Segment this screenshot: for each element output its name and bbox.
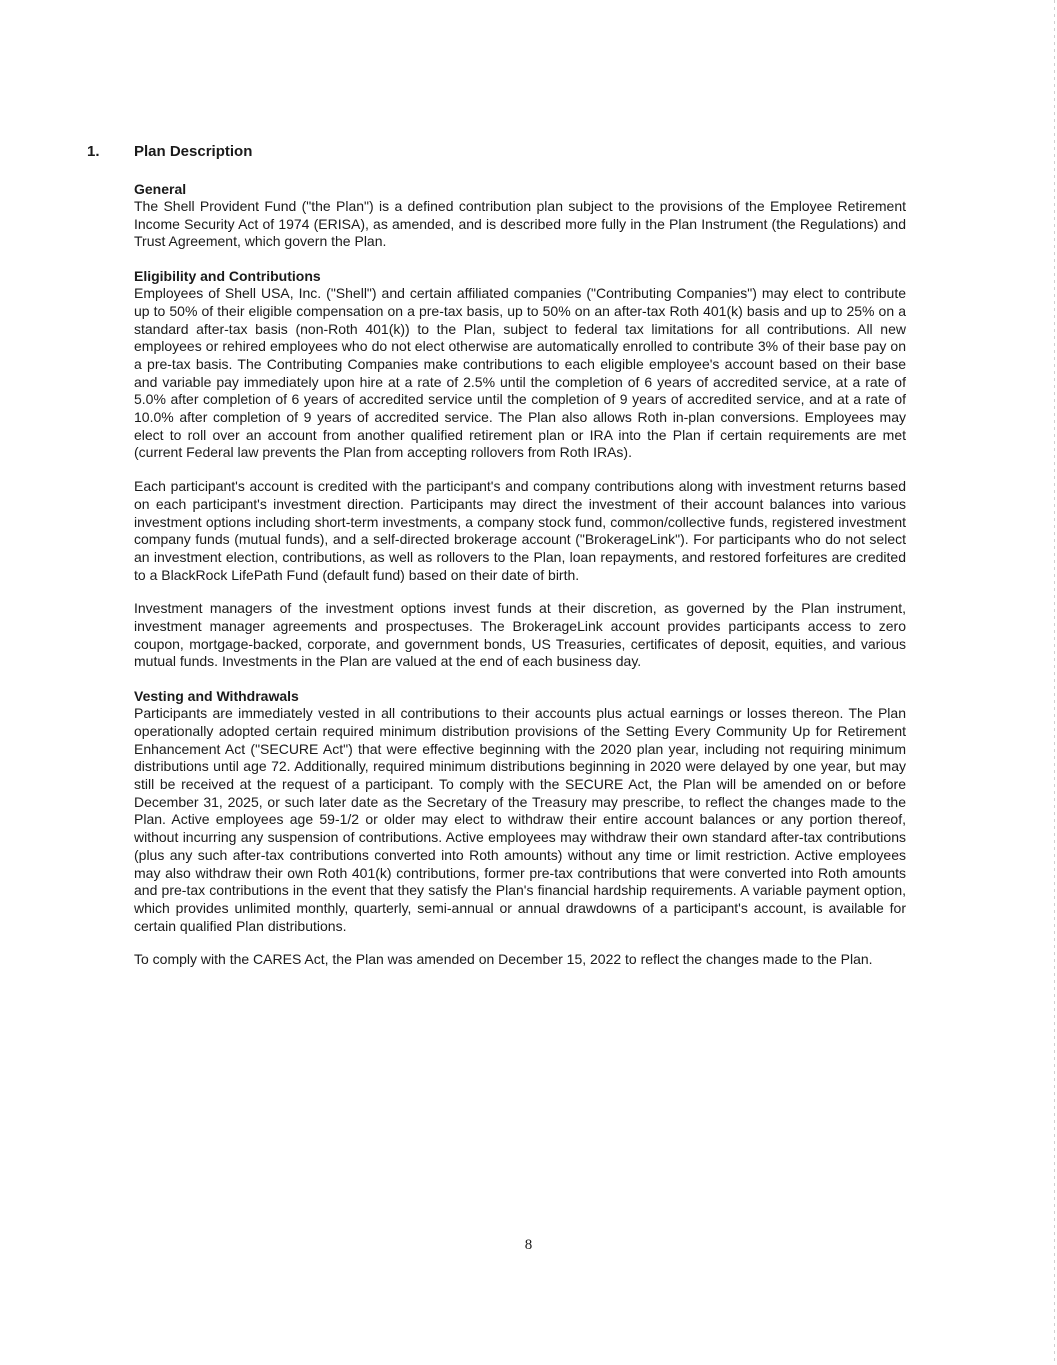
general-heading: General — [134, 181, 187, 197]
section-heading — [87, 143, 252, 161]
page-number: 8 — [524, 1237, 533, 1253]
eligibility-paragraph: Employees of Shell USA, Inc. ("Shell") and certain affiliated companies ("Contributing Companies") may elect to contribute up to 50% of their eligible compensation on a pre-tax basis, up to 50% on an after-tax Roth 401(k) basis and up to 25% on a standard after-tax basis (non-Roth 401(k)) to the Plan, subject to federal tax limitations for all contributions. All new employees or rehired employees who do not elect otherwise are automatically enrolled to contribute 3% of their base pay on a pre-tax basis. The Contributing Companies make contributions to each eligible employee's account based on their base and variable pay immediately upon hire at a rate of 2.5% until the completion of 6 years of accredited service, at a rate of 5.0% after completion of 6 years of accredited service until the completion of 9 years of accredited service, and at a rate of 10.0% after completion of 9 years of accredited service. The Plan also allows Roth in-plan conversions. Employees may elect to roll over an account from another qualified retirement plan or IRA into the Plan if certain requirements are met (current Federal law prevents the Plan from accepting rollovers from Roth IRAs). — [134, 285, 906, 461]
general-paragraph: The Shell Provident Fund ("the Plan") is a defined contribution plan subject to the provisions of the Employee Retirement Income Security Act of 1974 (ERISA), as amended, and is described more fully in the Plan Instrument (the Regulations) and Trust Agreement, which govern the Plan. — [134, 198, 906, 250]
scan-edge-line — [1054, 0, 1055, 1365]
vesting-paragraph: Participants are immediately vested in all contributions to their accounts plus actual earnings or losses thereon. The Plan operationally adopted certain required minimum distribution provisions of the Setting Every Community Up for Retirement Enhancement Act ("SECURE Act") that were effective beginning with the 2020 plan year, including not requiring minimum distributions until age 72. Additionally, required minimum distributions beginning in 2020 were delayed by one year, but may still be received at the request of a participant. To comply with the SECURE Act, the Plan will be amended on or before December 31, 2025, or such later date as the Secretary of the Treasury may prescribe, to reflect the changes made to the Plan. Active employees age 59-1/2 or older may elect to withdraw their entire account balances or any portion thereof, without incurring any suspension of contributions. Active employees may withdraw their own standard after-tax contributions (plus any such after-tax contributions converted into Roth amounts) without any time or limit restriction. Active employees may also withdraw their own Roth 401(k) contributions, former pre-tax contributions that were converted into Roth amounts and pre-tax contributions in the event that they satisfy the Plan's financial hardship requirements. A variable payment option, which provides unlimited monthly, quarterly, semi-annual or annual drawdowns of a participant's account, is available for certain qualified Plan distributions. — [134, 705, 906, 934]
vesting-paragraph: To comply with the CARES Act, the Plan was amended on December 15, 2022 to reflect the changes made to the Plan. — [134, 951, 873, 968]
eligibility-paragraph: Investment managers of the investment options invest funds at their discretion, as governed by the Plan instrument, investment manager agreements and prospectuses. The BrokerageLink account provides participants access to zero coupon, mortgage-backed, corporate, and government bonds, US Treasuries, certificates of deposit, equities, and various mutual funds. Investments in the Plan are valued at the end of each business day. — [134, 600, 906, 670]
vesting-heading: Vesting and Withdrawals — [134, 688, 299, 705]
document-body — [134, 180, 906, 969]
section-number: 1. — [87, 143, 100, 160]
section-title: Plan Description — [134, 143, 253, 160]
eligibility-heading: Eligibility and Contributions — [134, 268, 321, 285]
eligibility-paragraph: Each participant's account is credited with the participant's and company contributions along with investment returns based on each participant's investment direction. Participants may direct the investment of their account balances into various investment options including short-term investments, a company stock fund, common/collective funds, registered investment company funds (mutual funds), and a self-directed brokerage account ("BrokerageLink"). For participants who do not select an investment election, contributions, as well as rollovers to the Plan, loan repayments, and restored forfeitures are credited to a BlackRock LifePath Fund (default fund) based on their date of birth. — [134, 478, 906, 583]
